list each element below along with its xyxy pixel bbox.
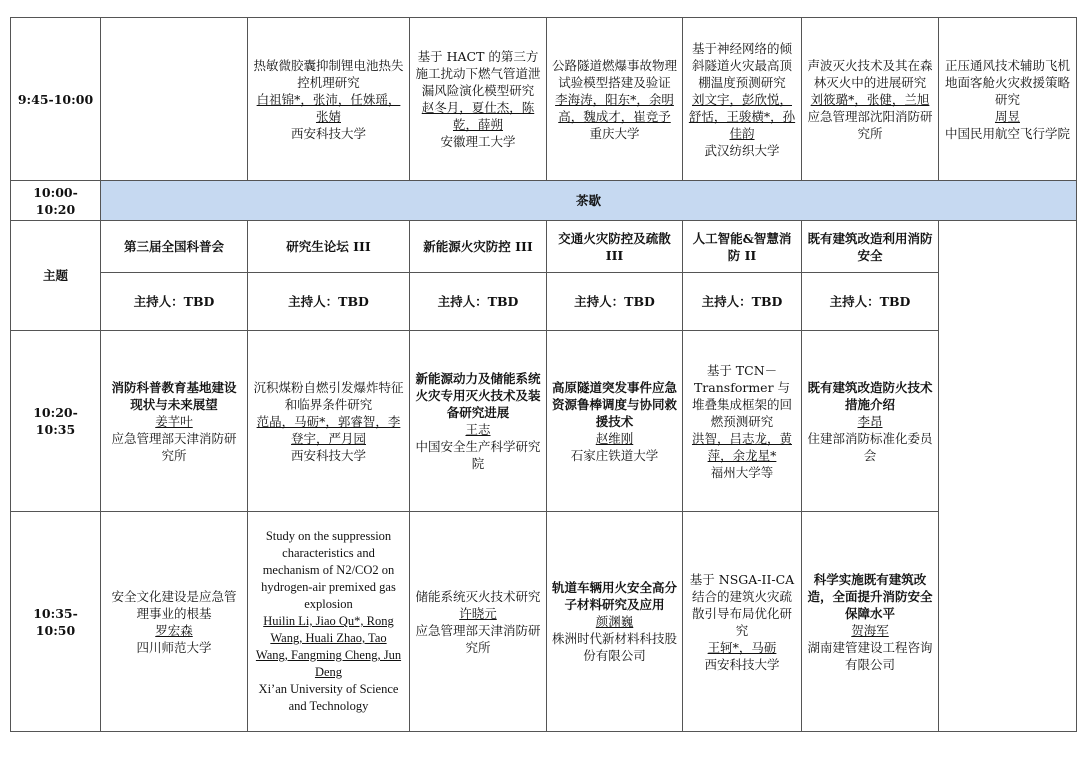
session-host: 主持人：TBD: [248, 273, 410, 331]
talk-authors: 许晓元: [459, 605, 497, 621]
talk-affiliation: 福州大学等: [710, 464, 774, 480]
break-label: 茶歇: [101, 181, 1077, 221]
session-topic: 交通火灾防控及疏散 III: [547, 221, 683, 273]
table-row: [11, 273, 1077, 331]
talk-cell: [248, 331, 410, 512]
time-cell: 10:00-10:20: [11, 181, 101, 221]
talk-title: 安全文化建设是应急管理事业的根基: [111, 588, 237, 621]
talk-cell: [547, 512, 683, 732]
talk-affiliation: 株洲时代新材料科技股份有限公司: [552, 631, 678, 663]
talk-authors: 王轲*，马砺: [707, 639, 777, 655]
session-topic: 第三届全国科普会: [101, 221, 248, 273]
talk-cell: [547, 18, 683, 181]
talk-cell: [410, 512, 547, 732]
talk-authors: 颜渊巍: [595, 614, 634, 629]
talk-title: 高原隧道突发事件应急资源鲁棒调度与协同救援技术: [552, 379, 678, 429]
talk-authors: 姜芊叶: [155, 413, 193, 429]
session-host: 主持人：TBD: [802, 273, 939, 331]
talk-authors: 刘文宇，彭欣悦，舒恬，王骏横*，孙佳韵: [688, 91, 796, 141]
talk-authors: Huilin Li, Jiao Qu*, Rong Wang, Huali Zhao, Tao Wang, Fangming Cheng, Jun Deng: [255, 614, 402, 679]
table-row: [11, 18, 1077, 181]
talk-affiliation: 武汉纺织大学: [704, 142, 780, 158]
talk-authors: 贺海军: [851, 622, 889, 638]
talk-affiliation: 湖南建管建设工程咨询有限公司: [807, 639, 933, 672]
talk-authors: 洪智，吕志龙，黄萍，余龙星*: [691, 430, 792, 463]
talk-authors: 王志: [465, 422, 491, 437]
talk-title: 基于 TCN－Transformer 与堆叠集成框架的回燃预测研究: [691, 362, 792, 429]
talk-affiliation: 应急管理部天津消防研究所: [111, 430, 237, 463]
talk-affiliation: 西安科技大学: [290, 125, 366, 141]
talk-affiliation: 安徽理工大学: [440, 134, 516, 149]
talk-authors: 周昱: [994, 108, 1020, 124]
talk-cell: [248, 512, 410, 732]
talk-cell: [410, 331, 547, 512]
talk-title: 储能系统灭火技术研究: [415, 588, 541, 604]
talk-affiliation: 中国民用航空飞行学院: [944, 125, 1070, 141]
table-row: [11, 512, 1077, 732]
talk-authors: 李海涛，阳东*，余明高，魏成才，崔竞予: [555, 91, 674, 124]
talk-cell: [547, 331, 683, 512]
talk-title: 轨道车辆用火安全高分子材料研究及应用: [552, 580, 678, 612]
talk-title: 基于 HACT 的第三方施工扰动下燃气管道泄漏风险演化模型研究: [415, 49, 541, 98]
talk-title: 基于 NSGA-II-CA 结合的建筑火灾疏散引导布局优化研究: [689, 571, 795, 638]
session-host: 主持人：TBD: [410, 273, 547, 331]
talk-affiliation: 西安科技大学: [704, 656, 780, 672]
talk-title: 公路隧道燃爆事故物理试验模型搭建及验证: [552, 57, 678, 90]
talk-affiliation: 中国安全生产科学研究院: [415, 439, 541, 471]
session-topic: 新能源火灾防控 III: [410, 221, 547, 273]
talk-cell: [683, 331, 802, 512]
talk-cell: [802, 512, 939, 732]
time-cell: 10:35-10:50: [11, 512, 101, 732]
talk-affiliation: 应急管理部沈阳消防研究所: [807, 108, 933, 141]
talk-authors: 赵维刚: [595, 430, 634, 446]
talk-title: 科学实施既有建筑改造，全面提升消防安全保障水平: [807, 571, 933, 621]
talk-title: 基于神经网络的倾斜隧道火灾最高顶棚温度预测研究: [691, 40, 792, 90]
session-topic: 研究生论坛 III: [248, 221, 410, 273]
talk-affiliation: 应急管理部天津消防研究所: [415, 622, 541, 655]
talk-cell: [101, 18, 248, 181]
talk-affiliation: Xi’an University of Science and Technology: [258, 682, 399, 713]
talk-affiliation: 住建部消防标准化委员会: [807, 430, 933, 463]
table-row: [11, 181, 1077, 221]
session-host: 主持人：TBD: [547, 273, 683, 331]
table-row: [11, 331, 1077, 512]
talk-title: 消防科普教育基地建设现状与未来展望: [111, 379, 237, 412]
talk-cell: [939, 18, 1077, 181]
talk-cell: [802, 18, 939, 181]
theme-label: 主题: [11, 221, 101, 331]
talk-cell: [248, 18, 410, 181]
talk-affiliation: 西安科技大学: [290, 447, 366, 463]
talk-title: 新能源动力及储能系统火灾专用灭火技术及装备研究进展: [415, 371, 541, 420]
talk-title: 热敏微胶囊抑制锂电池热失控机理研究: [253, 57, 404, 90]
talk-authors: 罗宏森: [155, 622, 193, 638]
talk-cell: [683, 18, 802, 181]
session-host: 主持人：TBD: [683, 273, 802, 331]
schedule-table: [10, 17, 1077, 732]
talk-cell: [410, 18, 547, 181]
talk-title: 既有建筑改造防火技术措施介绍: [807, 379, 933, 412]
talk-affiliation: 重庆大学: [589, 125, 640, 141]
empty-cell: [939, 221, 1077, 732]
talk-cell: [101, 331, 248, 512]
talk-authors: 白祖锦*，张沛，任姝瑶，张婧: [256, 91, 401, 124]
talk-authors: 赵冬月，夏仕杰，陈乾，薛朔: [421, 100, 535, 132]
session-topic: 既有建筑改造利用消防安全: [802, 221, 939, 273]
session-topic: 人工智能&智慧消防 II: [683, 221, 802, 273]
talk-title: 声波灭火技术及其在森林灭火中的进展研究: [807, 57, 933, 90]
talk-affiliation: 四川师范大学: [136, 639, 212, 655]
talk-authors: 李昂: [857, 413, 883, 429]
talk-affiliation: 石家庄铁道大学: [570, 447, 659, 463]
session-host: 主持人：TBD: [101, 273, 248, 331]
talk-authors: 刘筱璐*，张健，兰旭: [810, 91, 930, 107]
talk-cell: [101, 512, 248, 732]
time-cell: 9:45-10:00: [11, 18, 101, 181]
talk-title: Study on the suppression characteristics and mechanism of N2/CO2 on hydrogen-air premixed gas explosion: [261, 529, 396, 611]
talk-title: 沉积煤粉自燃引发爆炸特征和临界条件研究: [253, 379, 404, 412]
talk-title: 正压通风技术辅助飞机地面客舱火灾救援策略研究: [944, 57, 1070, 107]
time-cell: 10:20-10:35: [11, 331, 101, 512]
talk-authors: 范晶，马砺*，郭睿智，李登宇，严月园: [256, 413, 401, 446]
table-row: [11, 221, 1077, 273]
talk-cell: [802, 331, 939, 512]
talk-cell: [683, 512, 802, 732]
